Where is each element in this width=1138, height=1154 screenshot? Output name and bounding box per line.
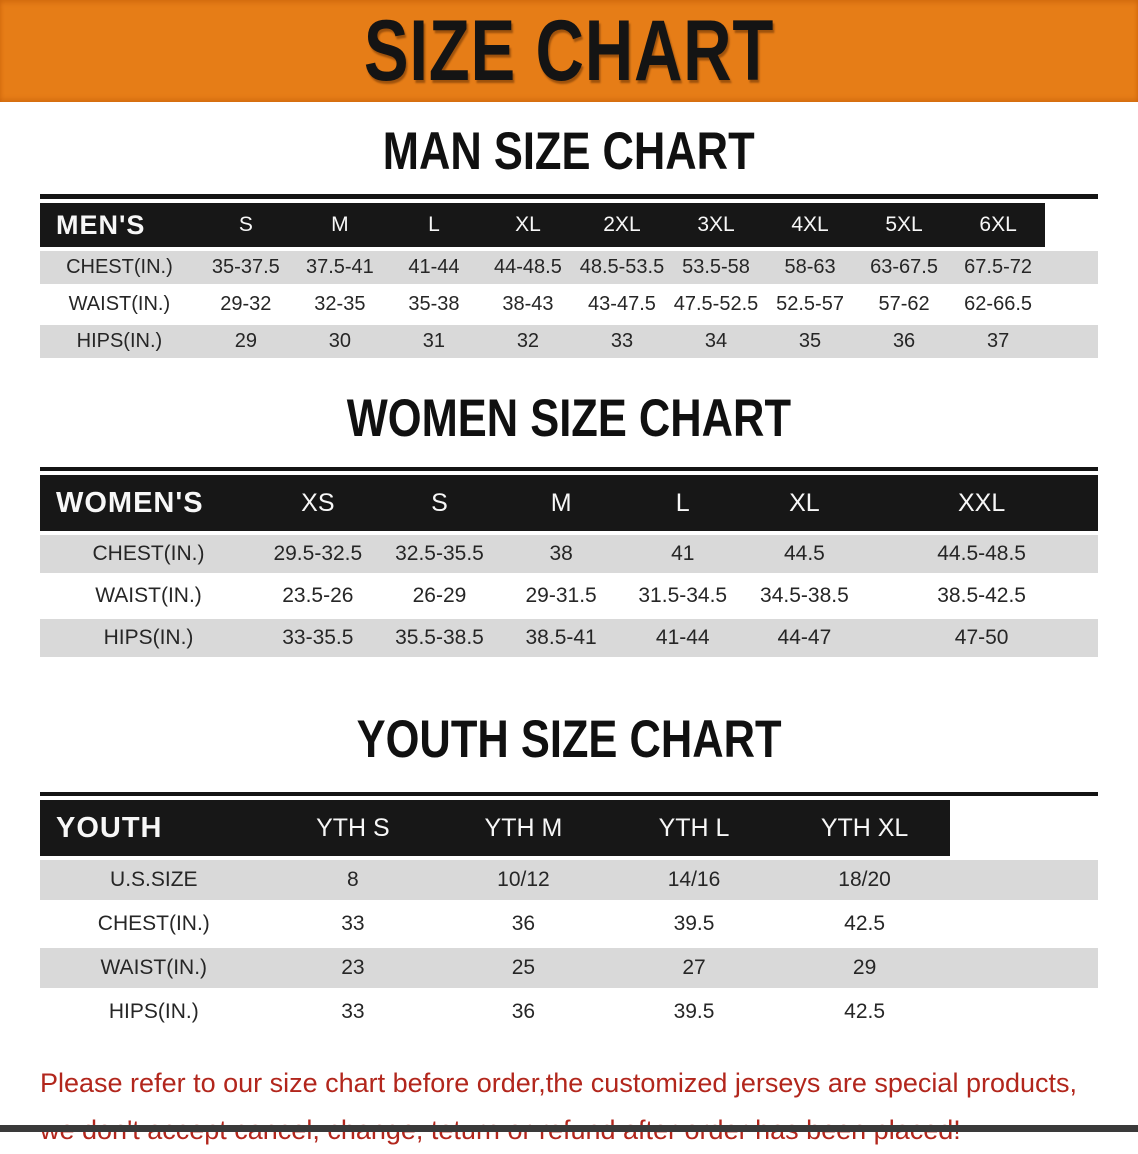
measurement-row bbox=[40, 535, 1098, 573]
size-column-header: S bbox=[199, 203, 293, 247]
size-table bbox=[40, 471, 1098, 661]
measurement-row bbox=[40, 251, 1098, 284]
measurement-cell: 33-35.5 bbox=[282, 626, 354, 649]
measurement-cell: 39.5 bbox=[673, 912, 715, 935]
measurement-cell: 53.5-58 bbox=[682, 256, 750, 278]
measurement-row bbox=[40, 860, 1098, 900]
measurement-cell: 32.5-35.5 bbox=[395, 542, 484, 565]
measurement-cell: 35-38 bbox=[408, 293, 460, 315]
row-label: WAIST(IN.) bbox=[68, 293, 171, 315]
order-note bbox=[0, 1060, 1138, 1154]
measurement-cell: 38.5-41 bbox=[525, 626, 597, 649]
measurement-cell: 44.5-48.5 bbox=[937, 542, 1026, 565]
measurement-cell: 29-32 bbox=[220, 293, 272, 315]
measurement-cell: 18/20 bbox=[838, 868, 891, 891]
measurement-cell: 58-63 bbox=[784, 256, 836, 278]
row-label: CHEST(IN.) bbox=[97, 912, 210, 935]
measurement-cell: 34.5-38.5 bbox=[760, 584, 849, 607]
row-label: CHEST(IN.) bbox=[66, 256, 173, 278]
row-label: HIPS(IN.) bbox=[103, 626, 194, 649]
row-label: WAIST(IN.) bbox=[100, 956, 208, 979]
size-column-header: 2XL bbox=[575, 203, 669, 247]
measurement-cell: 31 bbox=[422, 330, 446, 352]
measurement-cell: 39.5 bbox=[673, 1000, 715, 1023]
bottom-divider bbox=[0, 1125, 1138, 1132]
table-group-label: MEN'S bbox=[40, 203, 199, 247]
measurement-cell: 10/12 bbox=[497, 868, 550, 891]
measurement-cell: 37 bbox=[986, 330, 1010, 352]
banner-title: SIZE CHART bbox=[363, 3, 775, 99]
women-size-chart-title: WOMEN SIZE CHART bbox=[346, 389, 792, 448]
spacer-cell bbox=[950, 904, 1098, 944]
measurement-row bbox=[40, 904, 1098, 944]
measurement-cell: 38 bbox=[549, 542, 573, 565]
measurement-cell: 42.5 bbox=[844, 1000, 886, 1023]
women-size-table bbox=[40, 467, 1098, 661]
row-label: CHEST(IN.) bbox=[92, 542, 205, 565]
measurement-cell: 33 bbox=[341, 912, 365, 935]
measurement-cell: 42.5 bbox=[844, 912, 886, 935]
measurement-cell: 44-47 bbox=[777, 626, 832, 649]
spacer-cell bbox=[950, 948, 1098, 988]
size-column-header: 4XL bbox=[763, 203, 857, 247]
measurement-cell: 41 bbox=[671, 542, 695, 565]
spacer-cell bbox=[1045, 251, 1098, 284]
size-column-header: XL bbox=[744, 475, 866, 531]
measurement-cell: 47.5-52.5 bbox=[673, 293, 759, 315]
measurement-cell: 62-66.5 bbox=[964, 293, 1033, 315]
measurement-cell: 23 bbox=[341, 956, 365, 979]
measurement-cell: 67.5-72 bbox=[964, 256, 1033, 278]
measurement-cell: 35 bbox=[798, 330, 822, 352]
measurement-cell: 25 bbox=[511, 956, 536, 979]
row-label: WAIST(IN.) bbox=[95, 584, 202, 607]
table-group-label: WOMEN'S bbox=[40, 475, 257, 531]
measurement-row bbox=[40, 325, 1098, 358]
youth-size-chart-title: YOUTH SIZE CHART bbox=[356, 710, 782, 769]
measurement-cell: 29.5-32.5 bbox=[273, 542, 363, 565]
section-heading-youth bbox=[0, 710, 1138, 769]
measurement-row bbox=[40, 288, 1098, 321]
measurement-cell: 43-47.5 bbox=[588, 293, 656, 315]
size-column-header: XXL bbox=[865, 475, 1098, 531]
section-heading-women bbox=[0, 389, 1138, 448]
measurement-cell: 44.5 bbox=[783, 542, 825, 565]
measurement-row bbox=[40, 577, 1098, 615]
measurement-cell: 36 bbox=[892, 330, 916, 352]
section-heading-man bbox=[0, 122, 1138, 181]
size-column-header: YTH S bbox=[268, 800, 439, 856]
measurement-cell: 27 bbox=[682, 956, 706, 979]
measurement-cell: 63-67.5 bbox=[870, 256, 938, 278]
measurement-cell: 38.5-42.5 bbox=[937, 584, 1026, 607]
measurement-cell: 31.5-34.5 bbox=[638, 584, 728, 607]
measurement-cell: 30 bbox=[328, 330, 351, 352]
measurement-cell: 34 bbox=[704, 330, 728, 352]
spacer-cell bbox=[950, 860, 1098, 900]
measurement-cell: 33 bbox=[341, 1000, 365, 1023]
table-group-label: YOUTH bbox=[40, 800, 268, 856]
measurement-row bbox=[40, 992, 1098, 1032]
measurement-cell: 52.5-57 bbox=[776, 293, 844, 315]
youth-size-table bbox=[40, 792, 1098, 1036]
measurement-cell: 32-35 bbox=[314, 293, 366, 315]
measurement-cell: 26-29 bbox=[412, 584, 467, 607]
size-column-header: YTH L bbox=[609, 800, 780, 856]
size-table bbox=[40, 199, 1098, 362]
size-column-header: YTH M bbox=[438, 800, 609, 856]
table-header-row bbox=[40, 475, 1098, 531]
measurement-cell: 33 bbox=[610, 330, 634, 352]
measurement-cell: 38-43 bbox=[502, 293, 554, 315]
size-column-header: XL bbox=[481, 203, 575, 247]
measurement-cell: 57-62 bbox=[878, 293, 930, 315]
measurement-cell: 8 bbox=[347, 868, 359, 891]
measurement-cell: 41-44 bbox=[655, 626, 710, 649]
spacer-cell bbox=[1045, 325, 1098, 358]
size-column-header: L bbox=[622, 475, 744, 531]
men-size-table bbox=[40, 194, 1098, 362]
measurement-cell: 48.5-53.5 bbox=[579, 256, 665, 278]
size-column-header: M bbox=[500, 475, 622, 531]
size-column-header: 6XL bbox=[951, 203, 1045, 247]
man-size-chart-title: MAN SIZE CHART bbox=[383, 122, 755, 181]
size-column-header: 3XL bbox=[669, 203, 763, 247]
measurement-cell: 35.5-38.5 bbox=[395, 626, 484, 649]
row-label: HIPS(IN.) bbox=[108, 1000, 199, 1023]
size-table bbox=[40, 796, 1098, 1036]
row-label: U.S.SIZE bbox=[110, 868, 198, 891]
row-label: HIPS(IN.) bbox=[76, 330, 163, 352]
order-note-line-1: Please refer to our size chart before order,the customized jerseys are special products, bbox=[40, 1068, 1078, 1098]
measurement-cell: 36 bbox=[511, 912, 536, 935]
measurement-cell: 47-50 bbox=[954, 626, 1009, 649]
spacer-cell bbox=[950, 992, 1098, 1032]
banner bbox=[0, 0, 1138, 102]
size-column-header: M bbox=[293, 203, 387, 247]
measurement-cell: 36 bbox=[511, 1000, 536, 1023]
measurement-cell: 41-44 bbox=[408, 256, 460, 278]
size-column-header: S bbox=[379, 475, 501, 531]
measurement-cell: 44-48.5 bbox=[494, 256, 562, 278]
spacer-cell bbox=[950, 800, 1098, 856]
measurement-cell: 29 bbox=[234, 330, 257, 352]
measurement-cell: 37.5-41 bbox=[305, 256, 374, 278]
size-column-header: XS bbox=[257, 475, 379, 531]
measurement-cell: 29-31.5 bbox=[525, 584, 597, 607]
size-column-header: L bbox=[387, 203, 481, 247]
measurement-cell: 29 bbox=[852, 956, 877, 979]
measurement-row bbox=[40, 619, 1098, 657]
spacer-cell bbox=[1045, 288, 1098, 321]
spacer-cell bbox=[1045, 203, 1098, 247]
measurement-cell: 23.5-26 bbox=[282, 584, 354, 607]
size-column-header: 5XL bbox=[857, 203, 951, 247]
measurement-cell: 14/16 bbox=[667, 868, 721, 891]
size-column-header: YTH XL bbox=[779, 800, 950, 856]
measurement-row bbox=[40, 948, 1098, 988]
measurement-cell: 35-37.5 bbox=[211, 256, 280, 278]
table-header-row bbox=[40, 800, 1098, 856]
measurement-cell: 32 bbox=[516, 330, 540, 352]
table-header-row bbox=[40, 203, 1098, 247]
